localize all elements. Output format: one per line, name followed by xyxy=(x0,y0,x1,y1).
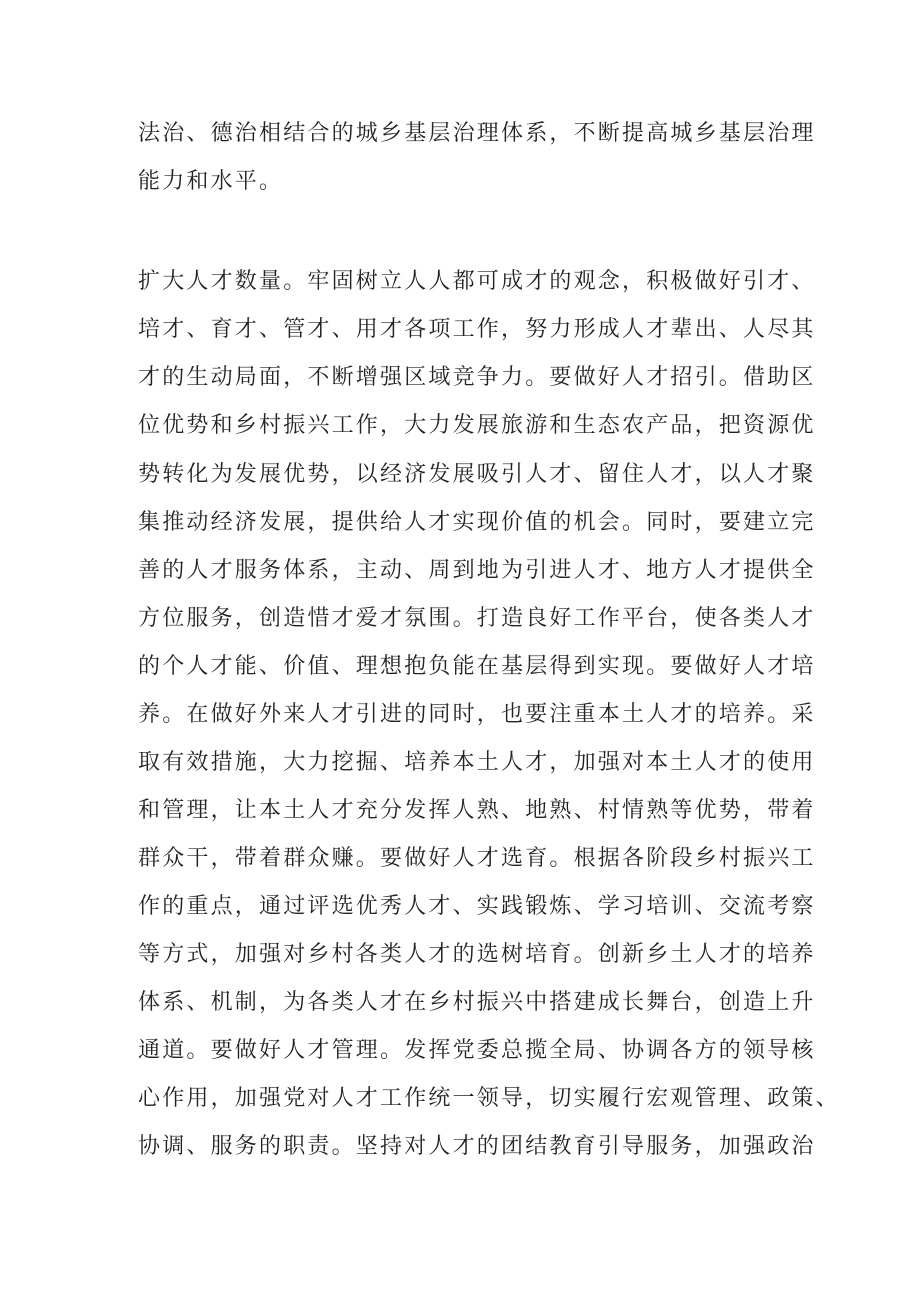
text-line: 势转化为发展优势，以经济发展吸引人才、留住人才，以人才聚 xyxy=(138,462,816,487)
text-line: 和管理，让本土人才充分发挥人熟、地熟、村情熟等优势，带着 xyxy=(138,798,816,823)
text-line: 培才、育才、管才、用才各项工作，努力形成人才辈出、人尽其 xyxy=(138,317,816,342)
text-line: 等方式，加强对乡村各类人才的选树培育。创新乡土人才的培养 xyxy=(138,942,816,967)
text-line: 的个人才能、价值、理想抱负能在基层得到实现。要做好人才培 xyxy=(138,654,816,679)
text-line: 能力和水平。 xyxy=(138,169,284,194)
text-line: 群众干，带着群众赚。要做好人才选育。根据各阶段乡村振兴工 xyxy=(138,846,816,871)
text-line: 心作用，加强党对人才工作统一领导，切实履行宏观管理、政策、 xyxy=(138,1086,840,1111)
text-line: 作的重点，通过评选优秀人才、实践锻炼、学习培训、交流考察 xyxy=(138,894,816,919)
text-line: 集推动经济发展，提供给人才实现价值的机会。同时，要建立完 xyxy=(138,510,816,535)
text-line: 善的人才服务体系，主动、周到地为引进人才、地方人才提供全 xyxy=(138,558,816,583)
text-line: 位优势和乡村振兴工作，大力发展旅游和生态农产品，把资源优 xyxy=(138,413,816,438)
text-line: 方位服务，创造惜才爱才氛围。打造良好工作平台，使各类人才 xyxy=(138,606,816,631)
text-line: 协调、服务的职责。坚持对人才的团结教育引导服务，加强政治 xyxy=(138,1134,816,1159)
text-line: 通道。要做好人才管理。发挥党委总揽全局、协调各方的领导核 xyxy=(138,1038,816,1063)
text-line: 法治、德治相结合的城乡基层治理体系，不断提高城乡基层治理 xyxy=(138,121,816,146)
text-line: 扩大人才数量。牢固树立人人都可成才的观念，积极做好引才、 xyxy=(138,269,816,294)
text-line: 体系、机制，为各类人才在乡村振兴中搭建成长舞台，创造上升 xyxy=(138,990,816,1015)
text-line: 养。在做好外来人才引进的同时，也要注重本土人才的培养。采 xyxy=(138,702,816,727)
text-line: 取有效措施，大力挖掘、培养本土人才，加强对本土人才的使用 xyxy=(138,750,816,775)
text-line: 才的生动局面，不断增强区域竞争力。要做好人才招引。借助区 xyxy=(138,365,816,390)
